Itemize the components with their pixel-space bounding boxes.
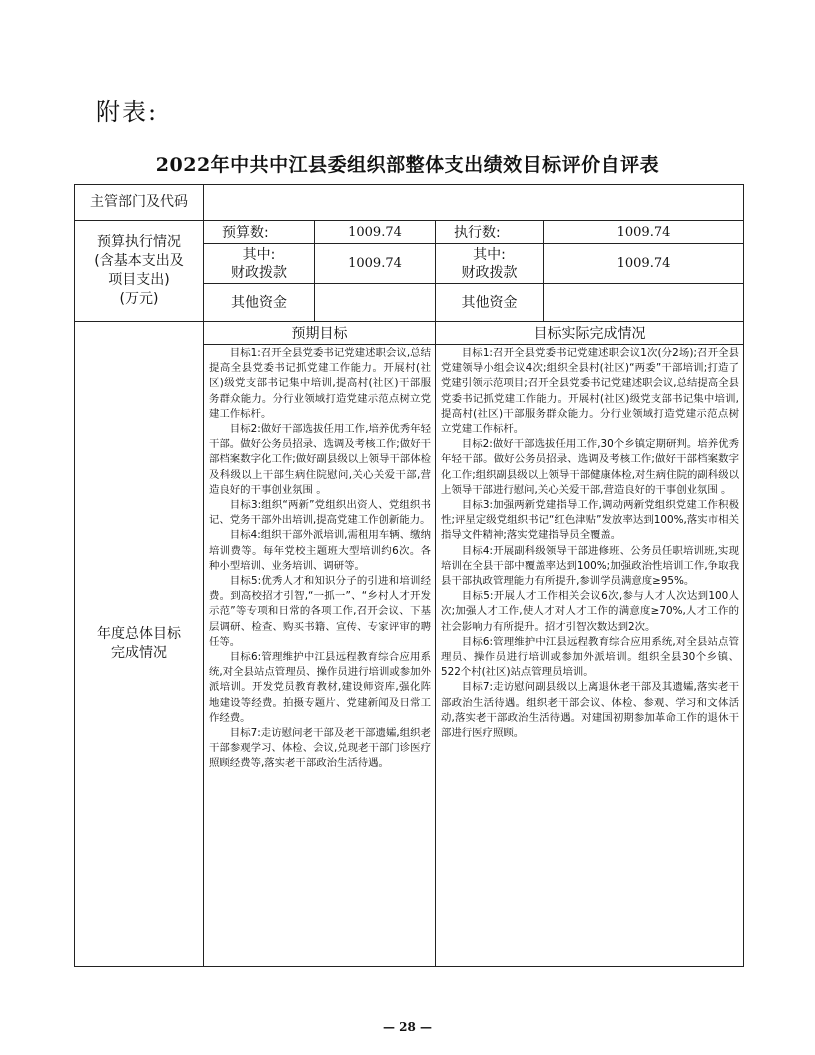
actual-goal-item: 目标6:管理维护中江县远程教育综合应用系统,对全县站点管理员、操作员进行培训或参加外派培训。组织全县30个乡镇、522个村(社区)站点管理员培训。 (441, 635, 739, 679)
actual-goals (436, 345, 744, 967)
other-funds-executed-value (544, 284, 744, 322)
executed-amount-label: 执行数: (436, 221, 544, 244)
actual-goals-header: 目标实际完成情况 (436, 322, 744, 345)
actual-goal-item: 目标2:做好干部选拔任用工作,30个乡镇定期研判。培养优秀年轻干部。做好公务员招录、选调及考核工作;做好干部档案数字化工作;组织副县级以上领导干部健康体检,对生病住院的副科级以上领导干部进行慰问,关心关爱干部,营造良好的干事创业氛围 。 (441, 438, 739, 496)
actual-goal-item: 目标5:开展人才工作相关会议6次,参与人才人次达到100人次;加强人才工作,使人才对人才工作的满意度≥70%,人才工作的社会影响力有所提升。招才引智次数达到2次。 (441, 590, 739, 633)
expected-goal-item: 目标2:做好干部选拔任用工作,培养优秀年轻干部。做好公务员招录、选调及考核工作;做好干部档案数字化工作;做好副县级以上领导干部体检及科级以上干部生病住院慰问,关心关爱干部,营造良好的干事创业氛围 。 (209, 423, 431, 496)
goal-section-label (75, 322, 204, 967)
fiscal-label-line: 其中: (473, 246, 506, 263)
appendix-heading: 附表: (96, 98, 159, 126)
budget-label-line: (万元) (119, 291, 159, 307)
expected-goal-item: 目标1:召开全县党委书记党建述职会议,总结提高全县党委书记抓党建工作能力。开展村(社区)级党支部书记集中培训,提高村(社区)干部服务群众能力。分行业领域打造党建示范点树立党建工作标杆。 (209, 347, 431, 420)
expected-goal-item: 目标4:组织干部外派培训,需租用车辆、缴纳培训费等。每年党校主题班大型培训约6次。各种小型培训、业务培训、调研等。 (209, 529, 431, 572)
budget-label-line: (含基本支出及 (94, 253, 184, 269)
dept-label: 主管部门及代码 (75, 185, 204, 221)
goal-label-line: 年度总体目标 (97, 626, 181, 642)
page-number: — 28 — (382, 1020, 433, 1034)
dept-value (204, 185, 744, 221)
executed-amount-value: 1009.74 (544, 221, 744, 244)
actual-goal-item: 目标3:加强两新党建指导工作,调动两新党组织党建工作积极性;评星定级党组织书记“红色津贴”发放率达到100%,落实市相关指导文件精神;落实党建指导员全覆盖。 (441, 499, 739, 542)
budget-amount-label: 预算数: (204, 221, 315, 244)
budget-label-line: 预算执行情况 (97, 234, 181, 250)
fiscal-budget-value: 1009.74 (315, 244, 436, 284)
goal-label-line: 完成情况 (111, 645, 167, 661)
expected-goals (204, 345, 436, 967)
budget-label (75, 221, 204, 322)
actual-goal-item: 目标1:召开全县党委书记党建述职会议1次(分2场);召开全县党建领导小组会议4次;组织全县村(社区)“两委”干部培训;打造了党建引领示范项目;召开全县党委书记党建述职会议,总结提高全县党委书记抓党建工作能力。开展村(社区)级党支部书记集中培训,提高村(社区)干部服务群众能力。分行业领域打造党建示范点树立党建工作标杆。 (441, 347, 739, 436)
fiscal-budget-label (204, 244, 315, 284)
budget-amount-value: 1009.74 (315, 221, 436, 244)
budget-label-line: 项目支出) (108, 272, 170, 288)
other-funds-label: 其他资金 (204, 284, 315, 322)
expected-goal-item: 目标6:管理维护中江县远程教育综合应用系统,对全县站点管理员、操作员进行培训或参加外派培训。开发党员教育教材,建设师资库,强化阵地建设等经费。拍摄专题片、党建新闻及日常工作经费。 (209, 651, 431, 724)
actual-goal-item: 目标7:走访慰问副县级以上离退休老干部及其遗孀,落实老干部政治生活待遇。组织老干部会议、体检、参观、学习和文体活动,落实老干部政治生活待遇。对建国初期参加革命工作的退休干部进行医疗照顾。 (441, 681, 739, 740)
fiscal-executed-label (436, 244, 544, 284)
other-funds-executed-label: 其他资金 (436, 284, 544, 322)
fiscal-label-line: 财政拨款 (461, 264, 518, 281)
evaluation-table (74, 184, 744, 967)
form-title: 2022年中共中江县委组织部整体支出绩效目标评价自评表 (155, 154, 660, 176)
expected-goals-header: 预期目标 (204, 322, 436, 345)
fiscal-executed-value: 1009.74 (544, 244, 744, 284)
fiscal-label-line: 其中: (242, 246, 276, 263)
expected-goal-item: 目标7:走访慰问老干部及老干部遗孀,组织老干部参观学习、体检、会议,兑现老干部门诊医疗照顾经费等,落实老干部政治生活待遇。 (209, 727, 431, 770)
actual-goal-item: 目标4:开展副科级领导干部进修班、公务员任职培训班,实现培训在全县干部中覆盖率达到100%;加强政治性培训工作,争取我县干部执政管理能力有所提升,参训学员满意度≥95%。 (441, 544, 739, 588)
other-funds-budget-value (315, 284, 436, 322)
fiscal-label-line: 财政拨款 (231, 264, 287, 281)
expected-goal-item: 目标5:优秀人才和知识分子的引进和培训经费。到高校招才引智,“一抓一”、“乡村人才开发示范”等专项和日常的各项工作,召开会议、下基层调研、检查、购买书籍、宣传、专家评审的聘任等。 (209, 575, 431, 648)
expected-goal-item: 目标3:组织“两新”党组织出资人、党组织书记、党务干部外出培训,提高党建工作创新能力。 (209, 499, 431, 527)
